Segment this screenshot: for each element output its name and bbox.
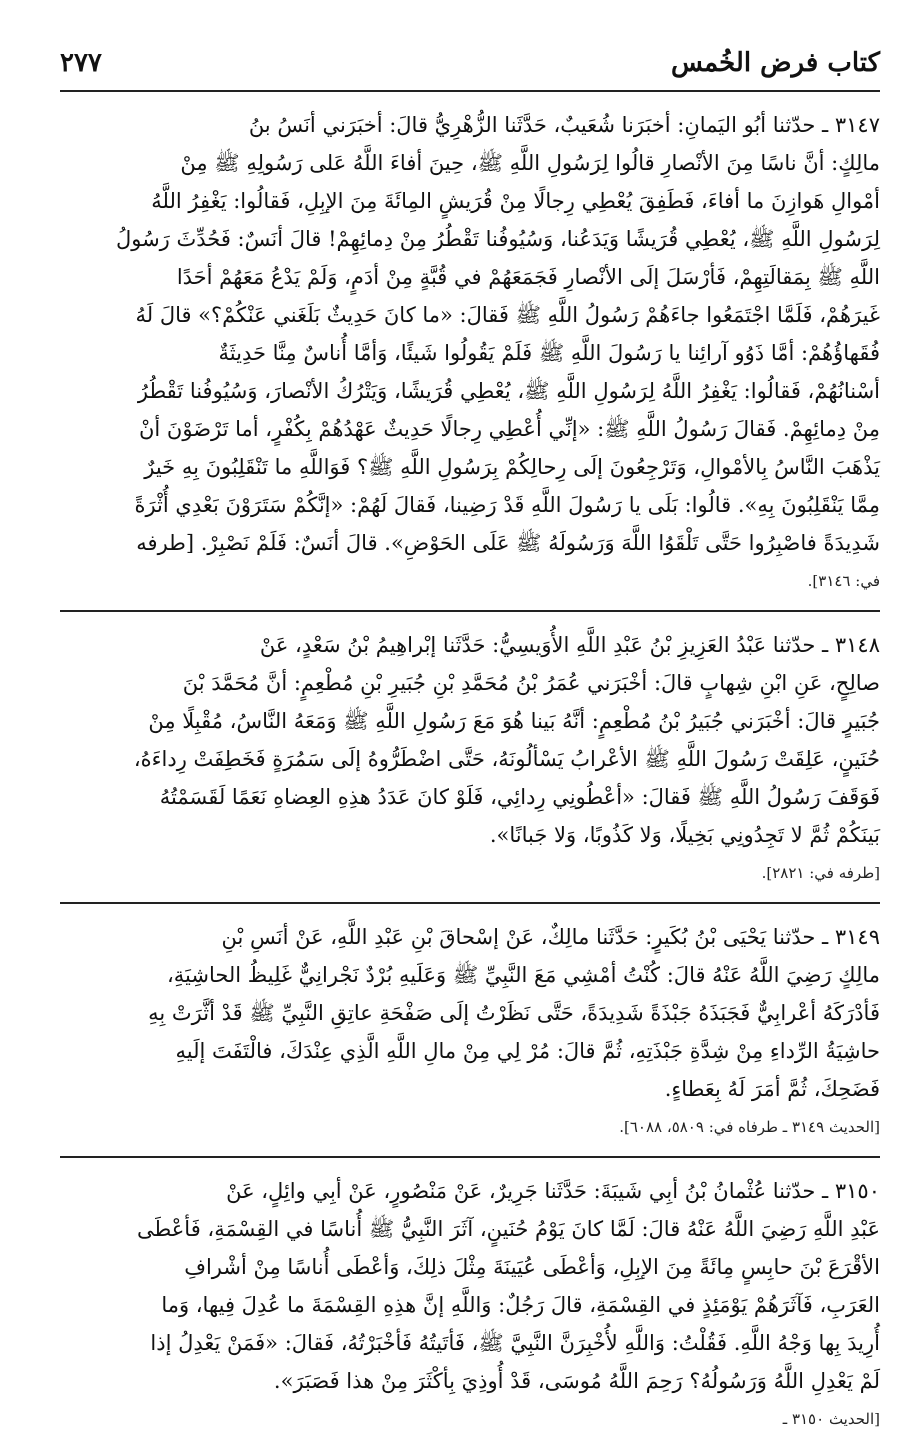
text-line: مالِكٍ رَضِيَ اللَّهُ عَنْهُ قالَ: كُنْتُ أمْشِي مَعَ النَّبِيِّ ﷺ وَعَلَيهِ بُرْدٌ نَجْرانِيٌّ غَلِيظُ الحاشِيَةِ، xyxy=(166,963,880,987)
chapter-title: كتاب فرض الخُمس xyxy=(670,48,880,78)
page-header xyxy=(60,40,880,92)
text-line: مِنْ دِمائِهِمْ. فَقالَ رَسُولُ اللَّهِ ﷺ: «إنِّي أُعْطِي رِجالًا حَدِيثٌ عَهْدُهُمْ بِكُفْرٍ، أما تَرْضَوْنَ أنْ xyxy=(139,417,880,441)
text-line: لَمْ يَعْدِلِ اللَّهُ وَرَسُولُهُ؟ رَحِمَ اللَّهُ مُوسَى، قَدْ أُوذِيَ بِأكْثَرَ مِنْ هذا فَصَبَرَ». xyxy=(273,1369,880,1393)
text-line: أسْنانُهُمْ، فَقالُوا: يَغْفِرُ اللَّهُ لِرَسُولِ اللَّهِ ﷺ، يُعْطِي قُرَيشًا، وَيَتْرُكُ الأنْصارَ، وَسُيُوفُنا تَقْطُرُ xyxy=(137,379,880,403)
text-line: جُبَيرٍ قالَ: أخْبَرَني جُبَيرُ بْنُ مُطْعِمٍ: أنَّهُ بَينا هُوَ مَعَ رَسُولِ اللَّهِ ﷺ وَمَعَهُ النَّاسُ، مُقْبِلًا مِنْ xyxy=(148,709,880,733)
text-line: فُقَهاؤُهُمْ: أمَّا ذَوُو آرائِنا يا رَسُولَ اللَّهِ ﷺ فَلَمْ يَقُولُوا شَيئًا، وَأمَّا أُناسٌ مِنَّا حَدِيثَةٌ xyxy=(218,341,880,365)
text-line: فَأدْرَكَهُ أعْرابِيٌّ فَجَبَذَهُ جَبْذَةً شَدِيدَةً، حَتَّى نَظَرْتُ إلَى صَفْحَةِ عاتِقِ النَّبِيِّ ﷺ قَدْ أثَّرَتْ بِهِ xyxy=(148,1001,880,1025)
text-line: ٣١٤٩ ـ حدّثنا يَحْيَى بْنُ بُكَيرٍ: حَدَّثَنا مالِكٌ، عَنْ إسْحاقَ بْنِ عَبْدِ اللَّهِ، عَنْ أنَسِ بْنِ xyxy=(221,925,880,949)
cross-reference: [طرفه في: ٢٨٢١]. xyxy=(761,864,880,882)
text-line: فَوَقَفَ رَسُولُ اللَّهِ ﷺ فَقالَ: «أعْطُونِي رِدائِي، فَلَوْ كانَ عَدَدُ هذِهِ العِضاهِ نَعَمًا لَقَسَمْتُهُ xyxy=(159,785,880,809)
cross-reference: في: ٣١٤٦]. xyxy=(807,572,880,590)
book-page xyxy=(60,40,880,1438)
hadith-3150 xyxy=(60,1172,880,1438)
text-line: ٣١٥٠ ـ حدّثنا عُثْمانُ بْنُ أبِي شَيبَةَ: حَدَّثَنا جَرِيرٌ، عَنْ مَنْصُورٍ، عَنْ أبِي وائِلٍ، عَنْ xyxy=(226,1179,880,1203)
divider xyxy=(60,610,880,612)
page-number: ٢٧٧ xyxy=(60,48,102,78)
text-line: صالِحٍ، عَنِ ابْنِ شِهابٍ قالَ: أخْبَرَني عُمَرُ بْنُ مُحَمَّدِ بْنِ جُبَيرِ بْنِ مُطْعِمٍ: أنَّ مُحَمَّدَ بْنَ xyxy=(182,671,880,695)
text-line: عَبْدِ اللَّهِ رَضِيَ اللَّهُ عَنْهُ قالَ: لَمَّا كانَ يَوْمُ حُنَينٍ، آثَرَ النَّبِيُّ ﷺ أُناسًا في القِسْمَةِ، فَأعْطَى xyxy=(137,1217,880,1241)
text-line: اللَّهِ ﷺ بِمَقالَتِهِمْ، فَأرْسَلَ إلَى الأنْصارِ فَجَمَعَهُمْ في قُبَّةٍ مِنْ أدَمٍ، وَلَمْ يَدْعُ مَعَهُمْ أحَدًا xyxy=(176,265,880,289)
text-line: ٣١٤٧ ـ حدّثنا أبُو اليَمانِ: أخبَرَنا شُعَيبٌ، حَدَّثَنا الزُّهْرِيُّ قالَ: أخبَرَني أنَسُ بنُ xyxy=(248,113,880,137)
hadith-3147 xyxy=(60,106,880,600)
text-line: الأقْرَعَ بْنَ حابِسٍ مِائَةً مِنَ الإبِلِ، وَأعْطَى عُيَينَةَ مِثْلَ ذلِكَ، وَأعْطَى أُناسًا مِنْ أشْرافِ xyxy=(184,1255,880,1279)
text-line: مالِكٍ: أنَّ ناسًا مِنَ الأنْصارِ قالُوا لِرَسُولِ اللَّهِ ﷺ، حِينَ أفاءَ اللَّهُ عَلى رَسُولِهِ ﷺ مِنْ xyxy=(180,151,880,175)
hadith-3149 xyxy=(60,918,880,1146)
text-line: لِرَسُولِ اللَّهِ ﷺ، يُعْطِي قُرَيشًا وَيَدَعُنا، وَسُيُوفُنا تَقْطُرُ مِنْ دِمائِهِمْ! قالَ أنَسٌ: فَحُدِّثَ رَسُولُ xyxy=(115,227,880,251)
text-line: العَرَبِ، فَآثَرَهُمْ يَوْمَئِذٍ في القِسْمَةِ، قالَ رَجُلٌ: وَاللَّهِ إنَّ هذِهِ القِسْمَةَ ما عُدِلَ فِيها، وَما xyxy=(161,1293,880,1317)
text-line: حُنَينٍ، عَلِقَتْ رَسُولَ اللَّهِ ﷺ الأعْرابُ يَسْألُونَهُ، حَتَّى اضْطَرُّوهُ إلَى سَمُرَةٍ فَخَطِفَتْ رِداءَهُ، xyxy=(133,747,880,771)
hadith-3148 xyxy=(60,626,880,892)
divider xyxy=(60,902,880,904)
text-line: أُرِيدَ بِها وَجْهُ اللَّهِ. فَقُلْتُ: وَاللَّهِ لأُخْبِرَنَّ النَّبِيَّ ﷺ، فَأتَيتُهُ فَأخْبَرْتُهُ، فَقالَ: «فَمَنْ يَعْدِلُ إذا xyxy=(150,1331,880,1355)
divider xyxy=(60,1156,880,1158)
text-line: يَذْهَبَ النَّاسُ بِالأمْوالِ، وَتَرْجِعُونَ إلَى رِحالِكُمْ بِرَسُولِ اللَّهِ ﷺ؟ فَوَاللَّهِ ما تَنْقَلِبُونَ بِهِ خَيرٌ xyxy=(144,455,880,479)
text-line: بَينَكُمْ ثُمَّ لا تَجِدُونِي بَخِيلًا، وَلا كَذُوبًا، وَلا جَبانًا». xyxy=(489,823,880,847)
text-line: حاشِيَةُ الرِّداءِ مِنْ شِدَّةِ جَبْذَتِهِ، ثُمَّ قالَ: مُرْ لِي مِنْ مالِ اللَّهِ الَّذِي عِنْدَكَ، فالْتَفَتَ إلَيهِ xyxy=(175,1039,880,1063)
cross-reference: [الحديث ٣١٥٠ ـ xyxy=(782,1410,880,1428)
text-line: مِمَّا يَنْقَلِبُونَ بِهِ». قالُوا: بَلَى يا رَسُولَ اللَّهِ قَدْ رَضِينا، فَقالَ لَهُمْ: «إنَّكُمْ سَتَرَوْنَ بَعْدِي أُثْرَةً xyxy=(134,493,880,517)
text-line: فَضَحِكَ، ثُمَّ أمَرَ لَهُ بِعَطاءٍ. xyxy=(664,1077,880,1101)
text-line: ٣١٤٨ ـ حدّثنا عَبْدُ العَزِيزِ بْنُ عَبْدِ اللَّهِ الأُوَيسِيُّ: حَدَّثَنا إبْراهِيمُ بْنُ سَعْدٍ، عَنْ xyxy=(259,633,880,657)
text-line: غَيرَهُمْ، فَلَمَّا اجْتَمَعُوا جاءَهُمْ رَسُولُ اللَّهِ ﷺ فَقالَ: «ما كانَ حَدِيثٌ بَلَغَني عَنْكُمْ؟» قالَ لَهُ xyxy=(135,303,880,327)
text-line: شَدِيدَةً فاصْبِرُوا حَتَّى تَلْقَوُا اللَّهَ وَرَسُولَهُ ﷺ عَلَى الحَوْضِ». قالَ أنَسٌ: فَلَمْ نَصْبِرْ. [طرفه xyxy=(136,531,880,555)
text-line: أمْوالِ هَوازِنَ ما أفاءَ، فَطَفِقَ يُعْطِي رِجالًا مِنْ قُرَيشٍ المِائَةَ مِنَ الإبِلِ، فَقالُوا: يَغْفِرُ اللَّهُ xyxy=(151,189,880,213)
cross-reference: [الحديث ٣١٤٩ ـ طرفاه في: ٥٨٠٩، ٦٠٨٨]. xyxy=(619,1118,880,1136)
